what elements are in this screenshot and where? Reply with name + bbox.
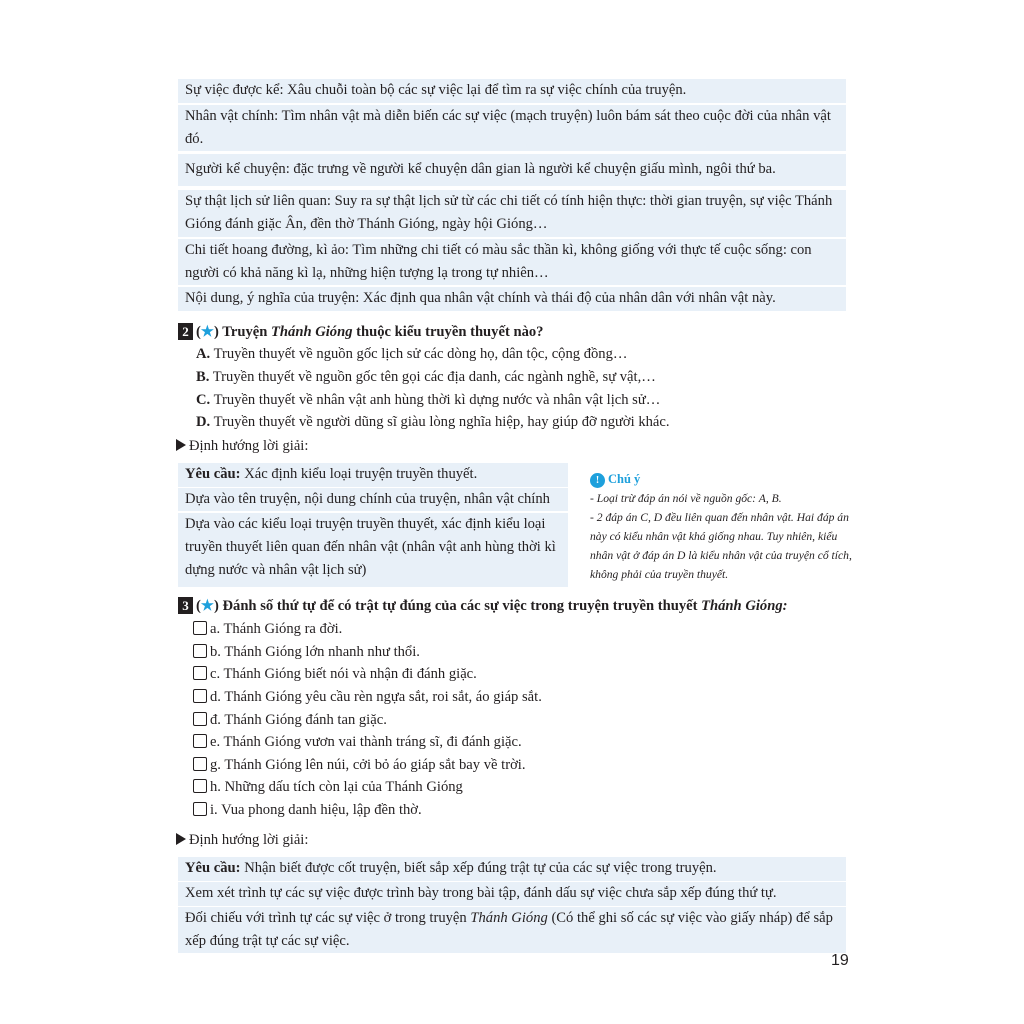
table-row: Xem xét trình tự các sự việc được trình bày trong bài tập, đánh dấu sự việc chưa sắp xếp đúng thứ tự. bbox=[178, 882, 846, 906]
title-text: thuộc kiểu truyền thuyết nào? bbox=[352, 324, 544, 340]
page-number: 19 bbox=[831, 952, 849, 969]
table-row: Chi tiết hoang đường, kì ảo: Tìm những chi tiết có màu sắc thần kì, không giống với thực tế cuộc sống: con người có khả năng kì lạ, những hiện tượng lạ trong tự nhiên… bbox=[178, 239, 846, 285]
note-line: - 2 đáp án C, D đều liên quan đến nhân vật. Hai đáp án này có kiểu nhân vật khá giống nhau. Tuy nhiên, kiểu nhân vật ở đáp án D là kiểu nhân vật của truyện cổ tích, không phải của truyền thuyết. bbox=[590, 511, 852, 581]
checkbox[interactable] bbox=[193, 689, 207, 703]
table-row: Dựa vào tên truyện, nội dung chính của truyện, nhân vật chính bbox=[178, 488, 568, 511]
checkbox[interactable] bbox=[193, 712, 207, 726]
warning-icon: ! bbox=[590, 473, 605, 488]
requirement-row: Yêu cầu: Nhận biết được cốt truyện, biết sắp xếp đúng trật tự của các sự việc trong truyện. bbox=[178, 857, 846, 881]
note-box bbox=[590, 470, 852, 584]
guide-heading: Định hướng lời giải: bbox=[176, 830, 308, 850]
event-item[interactable]: đ. Thánh Gióng đánh tan giặc. bbox=[193, 710, 387, 730]
checkbox[interactable] bbox=[193, 666, 207, 680]
triangle-icon bbox=[176, 833, 186, 845]
question-3-title: 3 (★) Đánh số thứ tự để có trật tự đúng của các sự việc trong truyện truyền thuyết Thánh Gióng: bbox=[178, 596, 787, 616]
guide-heading: Định hướng lời giải: bbox=[176, 436, 308, 456]
checkbox[interactable] bbox=[193, 757, 207, 771]
table-row: Người kể chuyện: đặc trưng về người kể chuyện dân gian là người kể chuyện giấu mình, ngôi thứ ba. bbox=[178, 154, 846, 186]
event-item[interactable]: i. Vua phong danh hiệu, lập đền thờ. bbox=[193, 800, 422, 820]
table-row: Nhân vật chính: Tìm nhân vật mà diễn biến các sự việc (mạch truyện) luôn bám sát theo cuộc đời của nhân vật đó. bbox=[178, 105, 846, 151]
checkbox[interactable] bbox=[193, 779, 207, 793]
table-row: Nội dung, ý nghĩa của truyện: Xác định qua nhân vật chính và thái độ của nhân dân với nhân vật này. bbox=[178, 287, 846, 311]
star-icon: ★ bbox=[200, 598, 214, 614]
event-item[interactable]: d. Thánh Gióng yêu cầu rèn ngựa sắt, roi sắt, áo giáp sắt. bbox=[193, 687, 542, 707]
note-title: ! Chú ý bbox=[590, 470, 852, 489]
event-item[interactable]: a. Thánh Gióng ra đời. bbox=[193, 619, 342, 639]
checkbox[interactable] bbox=[193, 644, 207, 658]
triangle-icon bbox=[176, 439, 186, 451]
option-a: A. Truyền thuyết về nguồn gốc lịch sử các dòng họ, dân tộc, cộng đồng… bbox=[196, 346, 628, 362]
event-item[interactable]: h. Những dấu tích còn lại của Thánh Gióng bbox=[193, 777, 463, 797]
checkbox[interactable] bbox=[193, 734, 207, 748]
title-italic: Thánh Gióng bbox=[271, 324, 353, 340]
question-number: 3 bbox=[178, 597, 193, 614]
star-icon: ★ bbox=[200, 324, 214, 340]
note-line: - Loại trừ đáp án nói về nguồn gốc: A, B. bbox=[590, 492, 782, 505]
event-item[interactable]: e. Thánh Gióng vươn vai thành tráng sĩ, đi đánh giặc. bbox=[193, 732, 522, 752]
option-b: B. Truyền thuyết về nguồn gốc tên gọi các địa danh, các ngành nghề, sự vật,… bbox=[196, 369, 656, 385]
table-row: Đối chiếu với trình tự các sự việc ở trong truyện Thánh Gióng (Có thể ghi số các sự việc vào giấy nháp) để sắp xếp đúng trật tự các sự việc. bbox=[178, 907, 846, 953]
option-d: D. Truyền thuyết về người dũng sĩ giàu lòng nghĩa hiệp, hay giúp đỡ người khác. bbox=[196, 414, 670, 430]
event-item[interactable]: b. Thánh Gióng lớn nhanh như thổi. bbox=[193, 642, 420, 662]
table-row: Sự thật lịch sử liên quan: Suy ra sự thật lịch sử từ các chi tiết có tính hiện thực: thời gian truyện, sự việc Thánh Gióng đánh giặc Ân, đền thờ Thánh Gióng, ngày hội Gióng… bbox=[178, 190, 846, 237]
option-c: C. Truyền thuyết về nhân vật anh hùng thời kì dựng nước và nhân vật lịch sử… bbox=[196, 392, 661, 408]
event-item[interactable]: c. Thánh Gióng biết nói và nhận đi đánh giặc. bbox=[193, 664, 477, 684]
event-item[interactable]: g. Thánh Gióng lên núi, cởi bỏ áo giáp sắt bay về trời. bbox=[193, 755, 526, 775]
table-row: Dựa vào các kiểu loại truyện truyền thuyết, xác định kiểu loại truyền thuyết liên quan đến nhân vật (nhân vật anh hùng thời kì dựng nước và nhân vật lịch sử) bbox=[178, 513, 568, 587]
question-number: 2 bbox=[178, 323, 193, 340]
table-row: Sự việc được kể: Xâu chuỗi toàn bộ các sự việc lại để tìm ra sự việc chính của truyện. bbox=[178, 79, 846, 103]
checkbox[interactable] bbox=[193, 621, 207, 635]
title-text: ) Truyện bbox=[213, 324, 271, 340]
requirement-row: Yêu cầu: Xác định kiểu loại truyện truyền thuyết. bbox=[178, 463, 568, 487]
question-2-title: 2 (★) Truyện Thánh Gióng thuộc kiểu truyền thuyết nào? bbox=[178, 322, 543, 342]
checkbox[interactable] bbox=[193, 802, 207, 816]
